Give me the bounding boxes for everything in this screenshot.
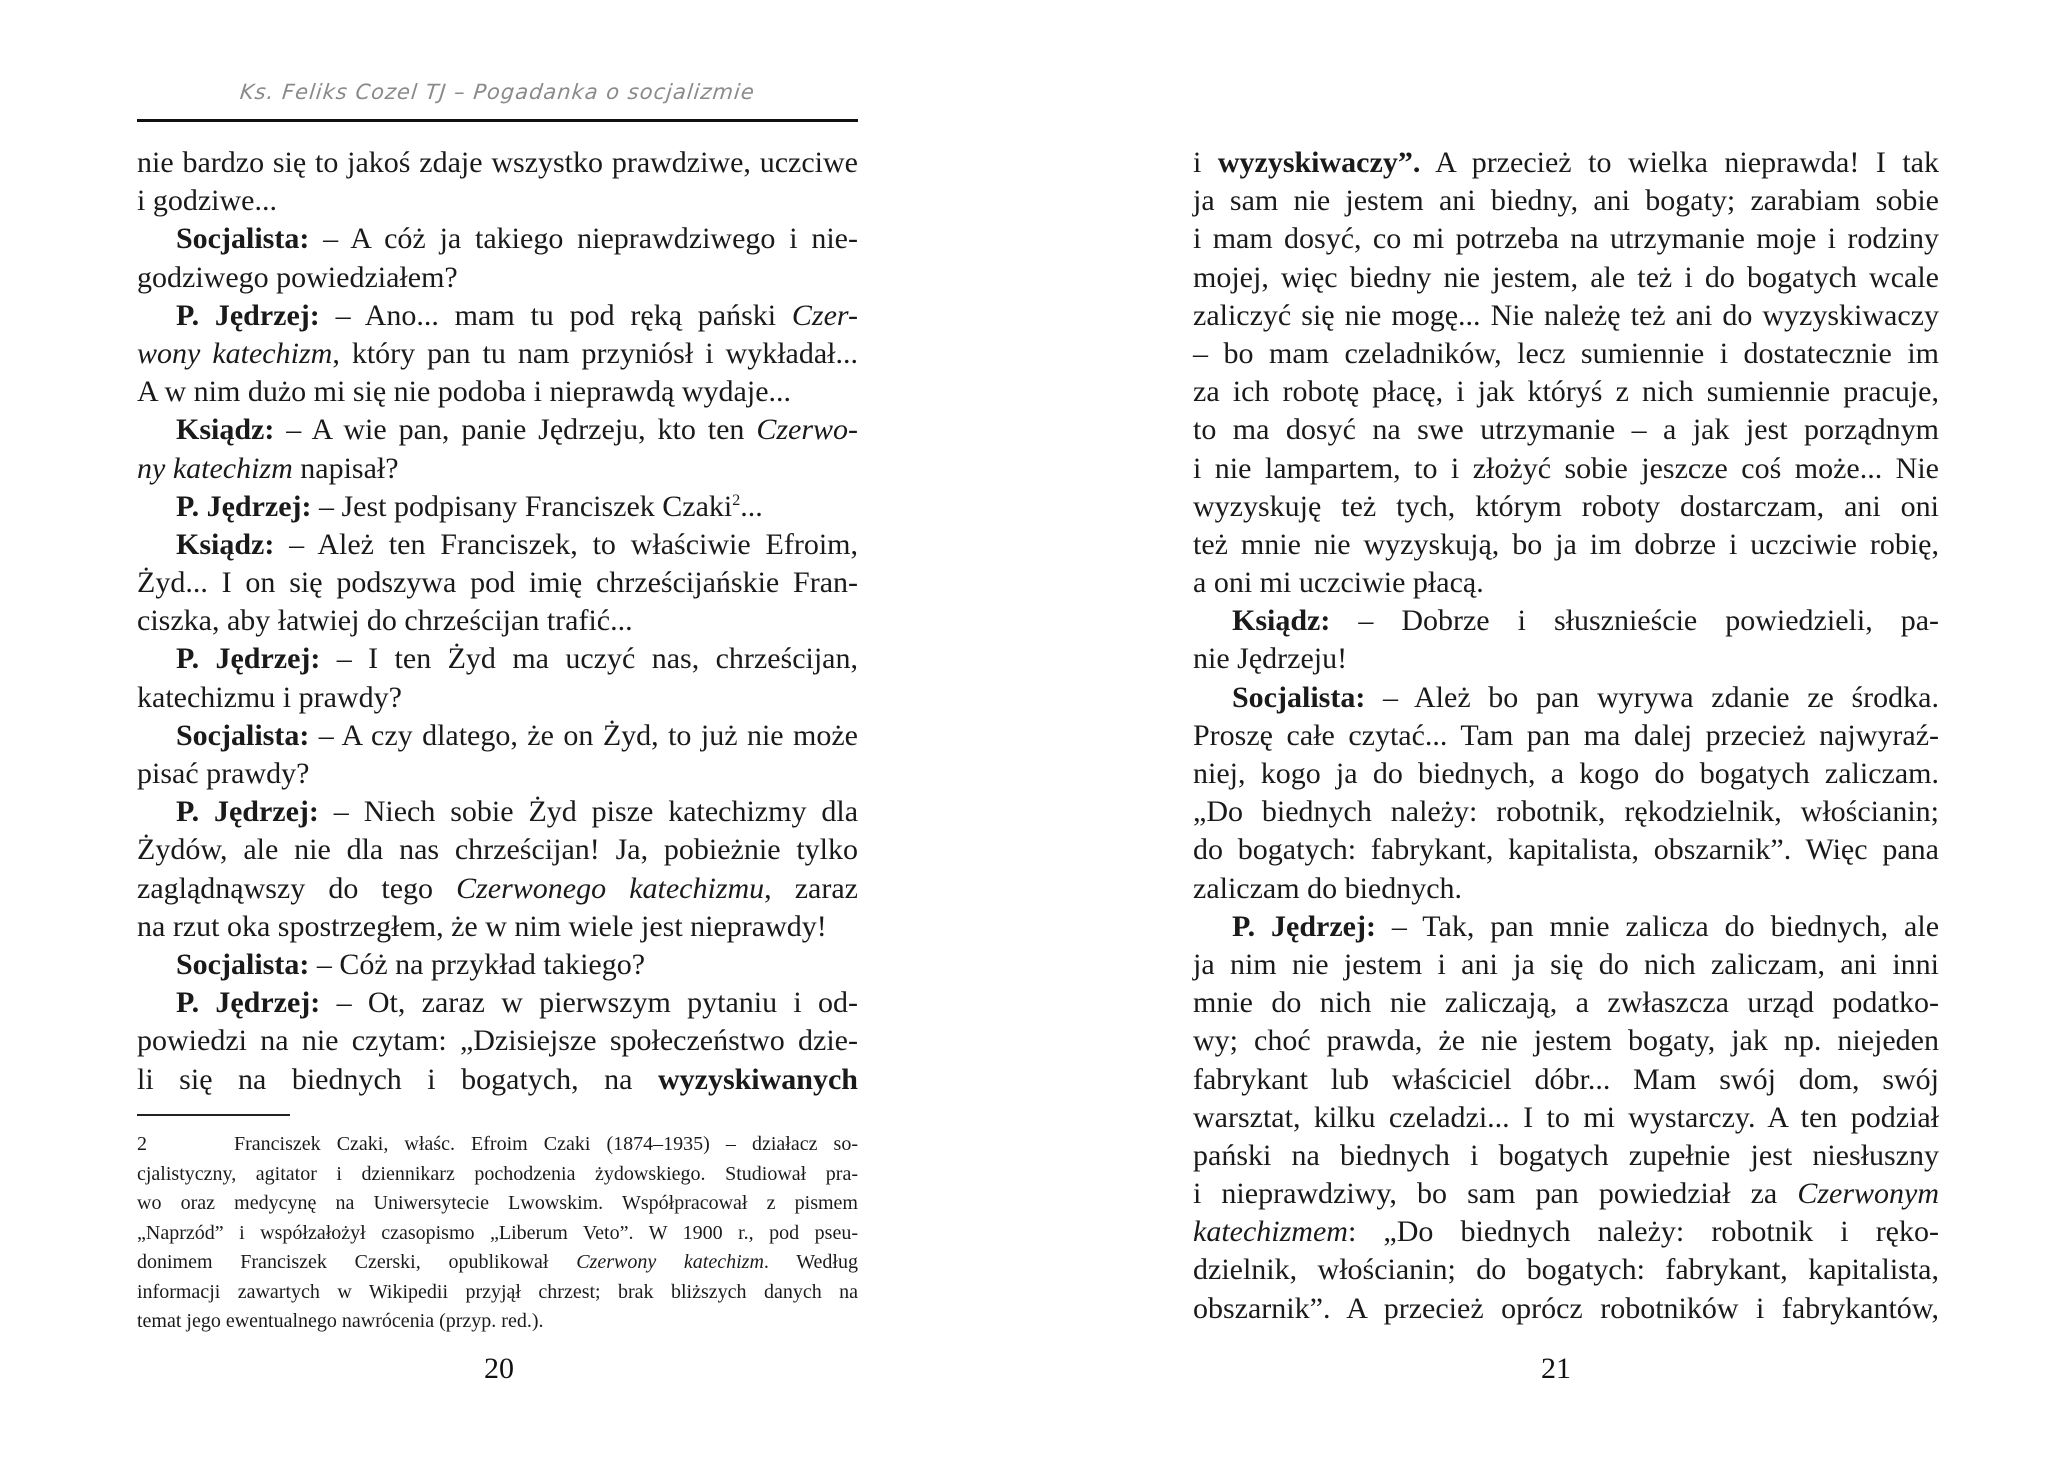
footnote-marker: 2 — [732, 491, 741, 509]
text-run: – A cóż ja takiego nieprawdziwego i nie- — [309, 222, 858, 256]
text-run: nie Jędrzeju! — [1193, 642, 1348, 676]
text-run: Czerwonego katechizmu — [456, 871, 765, 905]
text-line — [137, 1061, 858, 1099]
text-line — [137, 755, 858, 793]
speaker-label: Socjalista: — [176, 947, 310, 981]
text-run: wony katechizm — [137, 336, 333, 370]
text-line — [1193, 297, 1939, 335]
text-line — [1193, 488, 1939, 526]
text-line — [137, 220, 858, 258]
text-line — [137, 526, 858, 564]
speaker-label: Ksiądz: — [176, 527, 275, 561]
text-run: , który pan tu nam przyniósł i wykładał... — [332, 336, 859, 370]
text-line — [1193, 640, 1939, 678]
text-run: Czerwonym — [1797, 1177, 1939, 1211]
text-line — [1193, 1099, 1939, 1137]
text-run: ciszka, aby łatwiej do chrześcijan trafić... — [137, 604, 633, 638]
text-line — [1193, 1061, 1939, 1099]
text-line — [1193, 1022, 1939, 1060]
speaker-label: Ksiądz: — [176, 413, 275, 447]
text-line — [137, 984, 858, 1022]
footnote-line — [137, 1307, 858, 1337]
text-run: mnie do nich nie zaliczają, a zwłaszcza urząd podatko- — [1193, 986, 1939, 1020]
text-line — [1193, 946, 1939, 984]
text-run: , zaraz — [764, 871, 858, 905]
speaker-label: P. Jędrzej: — [176, 986, 321, 1020]
text-run: – I ten Żyd ma uczyć nas, chrześcijan, — [320, 642, 858, 676]
text-line — [1193, 411, 1939, 449]
text-line — [137, 335, 858, 373]
text-run: – Ano... mam tu pod ręką pański — [319, 298, 792, 332]
text-line — [137, 373, 858, 411]
text-run: zaliczam do biednych. — [1193, 871, 1463, 905]
text-line — [137, 946, 858, 984]
text-run: nie bardzo się to jakoś zdaje wszystko prawdziwe, uczciwe — [137, 146, 858, 179]
footnote-line — [137, 1189, 858, 1219]
footnote-line — [137, 1130, 858, 1160]
text-run: Żyd... I on się podszywa pod imię chrześcijańskie Fran- — [137, 566, 858, 600]
text-run: na rzut oka spostrzegłem, że w nim wiele jest nieprawdy! — [137, 909, 827, 943]
text-run: A w nim dużo mi się nie podoba i nieprawdą wydaje... — [137, 375, 792, 409]
text-line — [137, 679, 858, 717]
text-line — [137, 793, 858, 831]
text-run: – Tak, pan mnie zalicza do biednych, ale — [1375, 909, 1940, 943]
running-header: Ks. Feliks Cozel TJ – Pogadanka o socjalizmie — [238, 80, 757, 104]
text-run: A przecież to wielka nieprawda! I tak — [1420, 146, 1939, 179]
text-run: też mnie nie wyzyskują, bo ja im dobrze i uczciwie robię, — [1193, 527, 1939, 561]
text-line — [137, 640, 858, 678]
text-line — [1193, 259, 1939, 297]
footnote-line — [137, 1248, 858, 1278]
right-page-body — [1193, 144, 1939, 1328]
speaker-label: Socjalista: — [1232, 680, 1366, 714]
text-run: pisać prawdy? — [137, 757, 310, 790]
speaker-label: Socjalista: — [176, 222, 310, 256]
text-line — [1193, 679, 1939, 717]
text-line — [1193, 602, 1939, 640]
text-run: wyzyskiwanych — [657, 1062, 858, 1096]
speaker-label: P. Jędrzej: — [176, 642, 321, 676]
text-run: pański na biednych i bogatych zupełnie jest niesłuszny — [1193, 1138, 1939, 1172]
text-run: dzielnik, włościanin; do bogatych: fabrykant, kapitalista, — [1193, 1253, 1939, 1287]
text-line — [137, 908, 858, 946]
text-run: warsztat, kilku czeladzi... I to mi wystarczy. A ten podział — [1193, 1100, 1939, 1134]
text-run: – Jest podpisany Franciszek Czaki — [311, 489, 733, 523]
footnote-line — [137, 1219, 858, 1249]
text-run: katechizmu i prawdy? — [137, 680, 402, 714]
speaker-label: P. Jędrzej: — [1232, 909, 1376, 943]
text-run: Franciszek Czaki, właśc. Efroim Czaki (1874–1935) – działacz so- — [234, 1133, 858, 1155]
text-line — [1193, 908, 1939, 946]
text-line — [137, 411, 858, 449]
footnote-line — [137, 1278, 858, 1308]
text-run: zaglądnąwszy do tego — [137, 871, 457, 905]
text-run: niej, kogo ja do biednych, a kogo do bogatych zaliczam. — [1193, 757, 1939, 790]
text-run: ny katechizm — [137, 451, 293, 485]
footnote — [137, 1130, 858, 1337]
text-line — [1193, 182, 1939, 220]
text-run: donimem Franciszek Czerski, opublikował — [137, 1251, 577, 1273]
text-run: – Ależ bo pan wyrywa zdanie ze środka. — [1365, 680, 1939, 714]
text-run: „Do biednych należy: robotnik, rękodzielnik, włościanin; — [1193, 795, 1939, 829]
text-run: – Ot, zaraz w pierwszym pytaniu i od- — [320, 986, 859, 1020]
text-line — [137, 831, 858, 869]
text-run: : „Do biednych należy: robotnik i ręko- — [1347, 1215, 1939, 1249]
text-line — [137, 450, 858, 488]
text-run: do bogatych: fabrykant, kapitalista, obszarnik”. Więc pana — [1193, 833, 1939, 867]
text-line — [137, 259, 858, 297]
text-run: napisał? — [292, 451, 399, 485]
text-line — [1193, 831, 1939, 869]
text-line — [1193, 717, 1939, 755]
text-run: wyzyskuję też tych, którym roboty dostarczam, ani oni — [1193, 489, 1939, 523]
text-run: cjalistyczny, agitator i dziennikarz pochodzenia żydowskiego. Studiował pra- — [137, 1162, 858, 1185]
text-run: informacji zawartych w Wikipedii przyjął chrzest; brak bliższych danych na — [137, 1280, 858, 1303]
text-line — [1193, 1175, 1939, 1213]
text-run: – A wie pan, panie Jędrzeju, kto ten — [274, 413, 757, 447]
speaker-label: Socjalista: — [176, 718, 310, 752]
text-line — [1193, 220, 1939, 258]
text-line — [1193, 793, 1939, 831]
text-line — [1193, 870, 1939, 908]
speaker-label: P. Jędrzej: — [176, 795, 319, 829]
text-run: Proszę całe czytać... Tam pan ma dalej przecież najwyraź- — [1193, 718, 1939, 752]
text-run: mojej, więc biedny nie jestem, ale też i do bogatych wcale — [1193, 260, 1939, 294]
text-line — [137, 1022, 858, 1060]
text-run: – Niech sobie Żyd pisze katechizmy dla — [318, 795, 859, 829]
footnote-line — [137, 1160, 858, 1190]
text-run: Czerwony katechizm — [576, 1251, 764, 1273]
text-run: katechizmem — [1193, 1215, 1348, 1249]
text-run: godziwego powiedziałem? — [137, 260, 458, 294]
text-line — [137, 870, 858, 908]
text-line — [1193, 450, 1939, 488]
text-run: – bo mam czeladników, lecz sumiennie i dostatecznie im — [1193, 336, 1939, 370]
text-line — [137, 602, 858, 640]
text-line — [1193, 526, 1939, 564]
text-line — [137, 488, 858, 526]
text-run: powiedzi na nie czytam: „Dzisiejsze społeczeństwo dzie- — [137, 1024, 858, 1058]
text-line — [1193, 144, 1939, 182]
text-line — [1193, 1213, 1939, 1251]
text-line — [1193, 755, 1939, 793]
text-run: ja nim nie jestem i ani ja się do nich zaliczam, ani inni — [1193, 947, 1939, 981]
text-run: i mam dosyć, co mi potrzeba na utrzymanie moje i rodziny — [1193, 222, 1939, 256]
speaker-label: P. Jędrzej: — [176, 489, 312, 523]
text-run: li się na biednych i bogatych, na — [137, 1062, 658, 1096]
text-run: – A czy dlatego, że on Żyd, to już nie może — [309, 718, 858, 752]
text-line — [1193, 1290, 1939, 1328]
text-line — [137, 144, 858, 182]
text-run: i nieprawdziwy, bo sam pan powiedział za — [1193, 1177, 1798, 1211]
text-run: ... — [740, 489, 763, 523]
text-run: za ich robotę płacę, i jak któryś z nich sumiennie pracuje, — [1193, 375, 1939, 409]
text-run: to ma dosyć na swe utrzymanie – a jak jest porządnym — [1193, 413, 1939, 447]
text-line — [1193, 1251, 1939, 1289]
text-line — [1193, 373, 1939, 411]
text-run: fabrykant lub właściciel dóbr... Mam swój dom, swój — [1193, 1062, 1939, 1096]
text-run: i — [1193, 146, 1218, 179]
text-run: Czer- — [791, 298, 858, 332]
text-run: obszarnik”. A przecież oprócz robotników i fabrykantów, — [1193, 1291, 1939, 1325]
text-run: wy; choć prawda, że nie jestem bogaty, jak np. niejeden — [1193, 1024, 1939, 1058]
header-rule — [137, 119, 858, 122]
text-line — [1193, 335, 1939, 373]
footnote-number: 2 — [137, 1133, 147, 1155]
text-run: temat jego ewentualnego nawrócenia (przyp. red.). — [137, 1310, 544, 1332]
text-line — [137, 564, 858, 602]
text-run: a oni mi uczciwie płacą. — [1193, 566, 1484, 600]
footnote-text — [137, 1130, 858, 1337]
text-line — [137, 182, 858, 220]
text-line — [1193, 1137, 1939, 1175]
footnote-rule — [137, 1114, 290, 1116]
text-run: Żydów, ale nie dla nas chrześcijan! Ja, pobieżnie tylko — [137, 833, 858, 867]
page-number-left: 20 — [484, 1352, 514, 1385]
text-run: ja sam nie jestem ani biedny, ani bogaty; zarabiam sobie — [1193, 184, 1939, 218]
text-line — [137, 297, 858, 335]
text-run: i nie lampartem, to i złożyć sobie jeszcze coś może... Nie — [1193, 451, 1939, 485]
text-run: i godziwe... — [137, 184, 277, 218]
speaker-label: P. Jędrzej: — [176, 298, 320, 332]
text-line — [1193, 564, 1939, 602]
left-page-body — [137, 144, 858, 1099]
text-run: – Cóż na przykład takiego? — [309, 947, 646, 981]
page-number-right: 21 — [1541, 1352, 1571, 1385]
text-run: Czerwo- — [756, 413, 858, 447]
text-run: – Dobrze i słusznieście powiedzieli, pa- — [1330, 604, 1939, 638]
text-run: „Naprzód” i współzałożył czasopismo „Liberum Veto”. W 1900 r., pod pseu- — [137, 1221, 858, 1244]
text-run: zaliczyć się nie mogę... Nie należę też ani do wyzyskiwaczy — [1193, 298, 1939, 332]
text-run: wo oraz medycynę na Uniwersytecie Lwowskim. Współpracował z pismem — [137, 1192, 858, 1214]
text-run: . Według — [763, 1251, 858, 1273]
right-page — [1024, 0, 2048, 1479]
text-run: – Ależ ten Franciszek, to właściwie Efroim, — [274, 527, 858, 561]
text-run: wyzyskiwaczy”. — [1217, 146, 1421, 179]
text-line — [137, 717, 858, 755]
speaker-label: Ksiądz: — [1232, 604, 1331, 638]
text-line — [1193, 984, 1939, 1022]
